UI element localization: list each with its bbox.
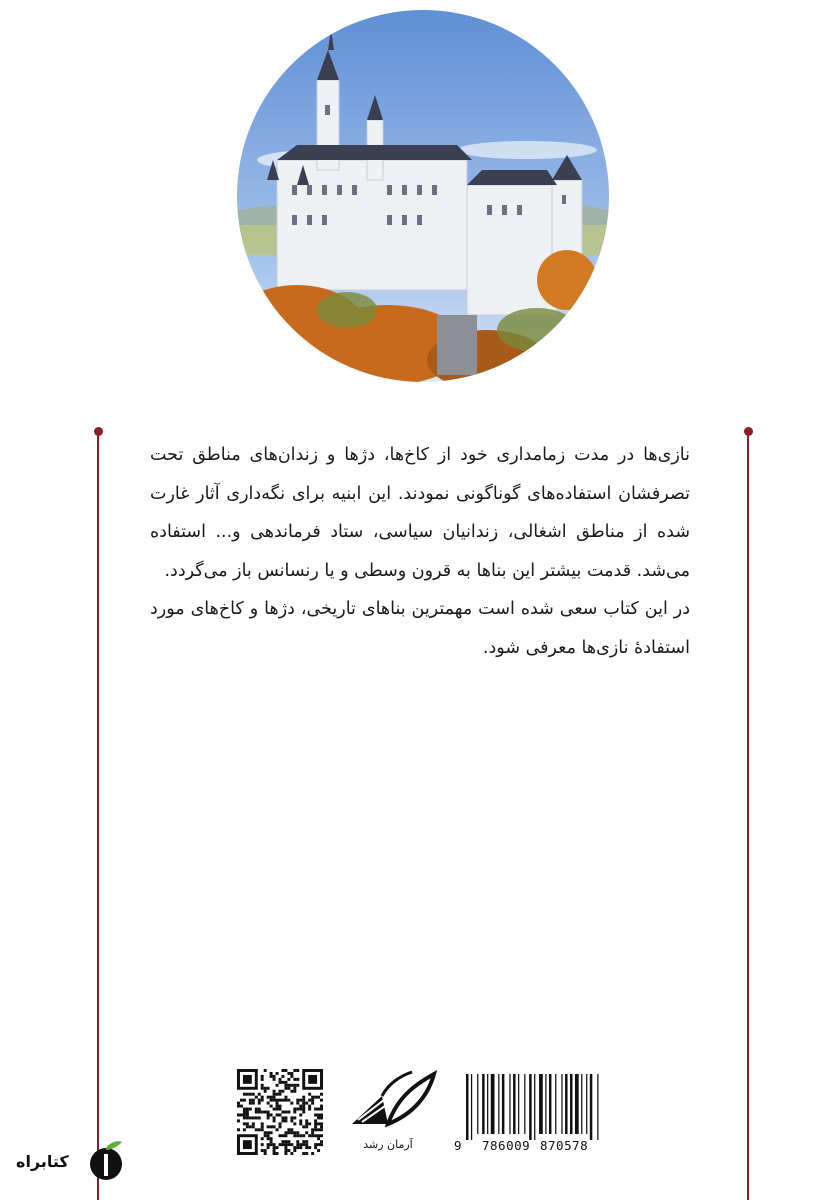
right-accent-dot (744, 427, 753, 436)
right-accent-line (747, 432, 749, 1200)
isbn-barcode (454, 1074, 606, 1156)
left-accent-line (97, 432, 99, 1200)
qr-code (237, 1069, 323, 1155)
watermark-brand-text: کتابراه (16, 1152, 69, 1171)
isbn-digits (454, 1138, 606, 1156)
publisher-logo (338, 1066, 438, 1158)
isbn-group-1: 786009 (482, 1138, 531, 1153)
blurb-paragraph-1: نازی‌ها در مدت زمامداری خود از کاخ‌ها، دژها و زندان‌های مناطق تحت تصرفشان استفاده‌های گوناگونی نمودند. این ابنیه برای نگه‌داری آثار غارت شده از مناطق اشغالی، زندانیان سیاسی، ستاد فرماندهی و... استفاده می‌شد. قدمت بیشتر این بناها به قرون وسطی و یا رنسانس باز می‌گردد. (150, 445, 690, 581)
cover-photo (237, 10, 609, 382)
ketabrah-watermark (14, 1140, 124, 1184)
isbn-group-2: 870578 (540, 1138, 589, 1153)
back-cover-blurb (150, 436, 690, 667)
left-accent-dot (94, 427, 103, 436)
open-book-icon (338, 1066, 438, 1138)
blurb-paragraph-2: در این کتاب سعی شده است مهمترین بناهای تاریخی، دژها و کاخ‌های مورد استفادهٔ نازی‌ها معرفی شود. (150, 599, 690, 658)
publisher-name: آرمان رشد (363, 1138, 413, 1151)
ketabrah-logo-icon (86, 1140, 126, 1182)
isbn-first-digit: 9 (454, 1138, 462, 1153)
